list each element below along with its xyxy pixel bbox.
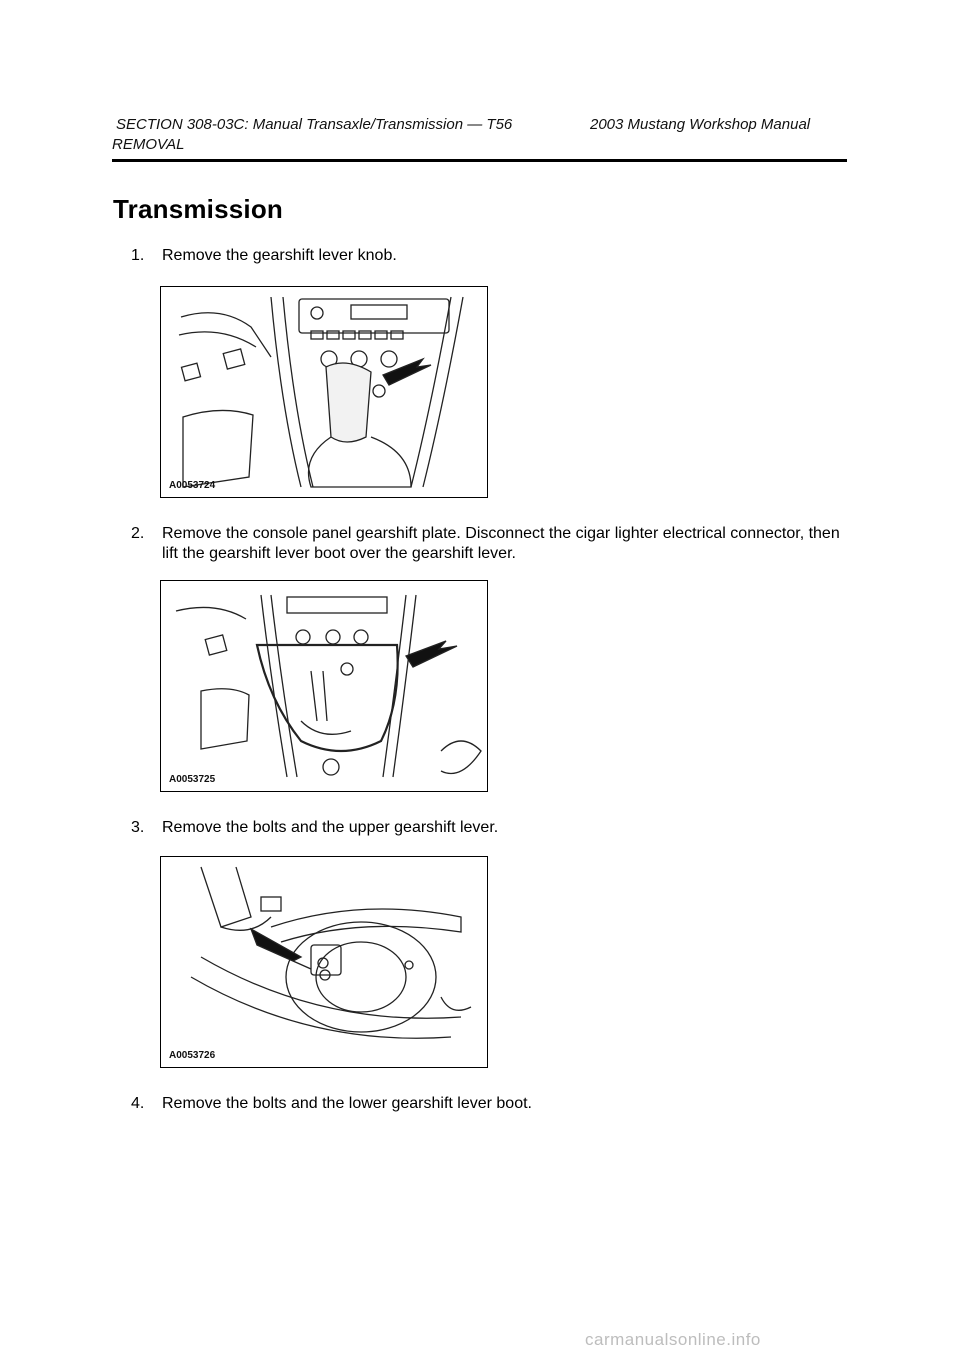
page-title: Transmission xyxy=(113,194,284,224)
figure-console-plate xyxy=(160,580,488,792)
header-section: SECTION 308-03C: Manual Transaxle/Transmission — T56 xyxy=(116,116,513,133)
step-text: Remove the gearshift lever knob. xyxy=(162,247,397,264)
console-plate-illustration xyxy=(161,581,487,791)
header-manual: 2003 Mustang Workshop Manual xyxy=(590,116,811,133)
footer-watermark: carmanualsonline.info xyxy=(585,1330,761,1349)
figure-gearshift-knob xyxy=(160,286,488,498)
step-text: Remove the bolts and the lower gearshift lever boot. xyxy=(162,1095,532,1112)
gearshift-knob-illustration xyxy=(161,287,487,497)
figure-id: A0053726 xyxy=(169,1050,216,1061)
figure-id: A0053725 xyxy=(169,774,216,785)
header-subsection: REMOVAL xyxy=(112,136,185,153)
step-number: 2. xyxy=(131,525,145,542)
step-text: Remove the bolts and the upper gearshift lever. xyxy=(162,819,499,836)
header-rule xyxy=(112,159,847,162)
step-number: 3. xyxy=(131,819,145,836)
upper-lever-illustration xyxy=(161,857,487,1067)
figure-upper-lever xyxy=(160,856,488,1068)
step-number: 1. xyxy=(131,247,145,264)
step-number: 4. xyxy=(131,1095,145,1112)
step-text: Remove the console panel gearshift plate. Disconnect the cigar lighter electrical connector, then lift the gearshift lever boot over the gearshift lever. xyxy=(162,525,840,562)
figure-id: A0053724 xyxy=(169,480,216,491)
